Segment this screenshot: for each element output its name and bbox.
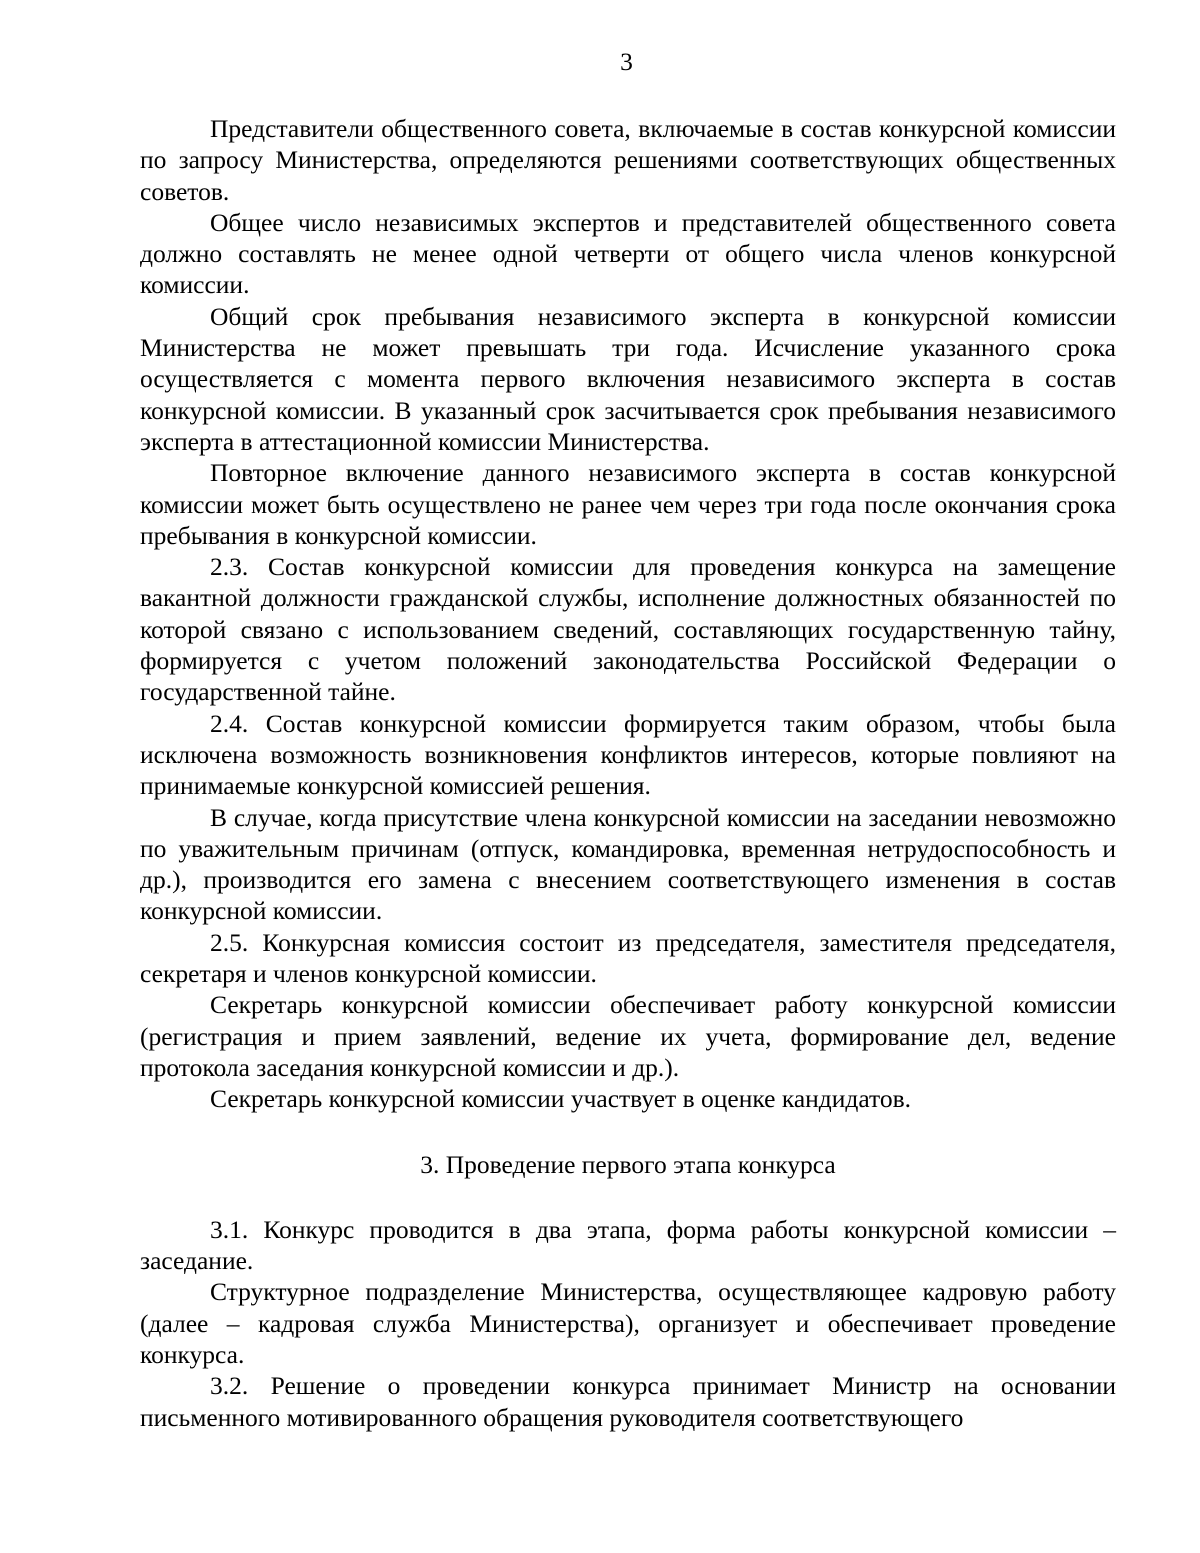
paragraph-experts-quota: Общее число независимых экспертов и представителей общественного совета должно составлять не менее одной четверти от общего числа членов конкурсной комиссии. [140, 207, 1116, 300]
paragraph-secretary-evaluation: Секретарь конкурсной комиссии участвует в оценке кандидатов. [210, 1084, 912, 1114]
page-number: 3 [620, 47, 633, 76]
paragraph-public-council-representatives: Представители общественного совета, включаемые в состав конкурсной комиссии по запросу Министерства, определяются решениями соответствующих общественных советов. [140, 114, 1116, 206]
paragraph-hr-service: Структурное подразделение Министерства, осуществляющее кадровую работу (далее – кадровая служба Министерства), организует и обеспечивает проведение конкурса. [140, 1277, 1116, 1369]
paragraph-3-2-decision: 3.2. Решение о проведении конкурса принимает Министр на основании письменного мотивированного обращения руководителя соответствующего [140, 1371, 1116, 1432]
section-heading: 3. Проведение первого этапа конкурса [420, 1149, 836, 1179]
paragraph-2-3-state-secret: 2.3. Состав конкурсной комиссии для проведения конкурса на замещение вакантной должности гражданской службы, исполнение должностных обязанностей по которой связано с использованием сведений, составляющих государственную тайну, формируется с учетом положений законодательства Российской Федерации о государственной тайне. [140, 552, 1116, 707]
paragraph-secretary-duties: Секретарь конкурсной комиссии обеспечивает работу конкурсной комиссии (регистрация и прием заявлений, ведение их учета, формирование дел, ведение протокола заседания конкурсной комиссии и др.). [140, 990, 1116, 1082]
paragraph-expert-reinclusion: Повторное включение данного независимого эксперта в состав конкурсной комиссии может быть осуществлено не ранее чем через три года после окончания срока пребывания в конкурсной комиссии. [140, 458, 1116, 550]
paragraph-3-1-two-stages: 3.1. Конкурс проводится в два этапа, форма работы конкурсной комиссии – заседание. [140, 1214, 1116, 1276]
document-body [140, 113, 1116, 1433]
paragraph-2-5-commission-composition: 2.5. Конкурсная комиссия состоит из председателя, заместителя председателя, секретаря и членов конкурсной комиссии. [140, 927, 1116, 989]
paragraph-member-replacement: В случае, когда присутствие члена конкурсной комиссии на заседании невозможно по уважительным причинам (отпуск, командировка, временная нетрудоспособность и др.), производится его замена с внесением соответствующего изменения в состав конкурсной комиссии. [140, 802, 1116, 926]
paragraph-2-4-conflict-of-interest: 2.4. Состав конкурсной комиссии формируется таким образом, чтобы была исключена возможность возникновения конфликтов интересов, которые повлияют на принимаемые конкурсной комиссией решения. [140, 708, 1116, 801]
paragraph-expert-term: Общий срок пребывания независимого эксперта в конкурсной комиссии Министерства не может превышать три года. Исчисление указанного срока осуществляется с момента первого включения независимого эксперта в состав конкурсной комиссии. В указанный срок засчитывается срок пребывания независимого эксперта в аттестационной комиссии Министерства. [140, 301, 1116, 456]
